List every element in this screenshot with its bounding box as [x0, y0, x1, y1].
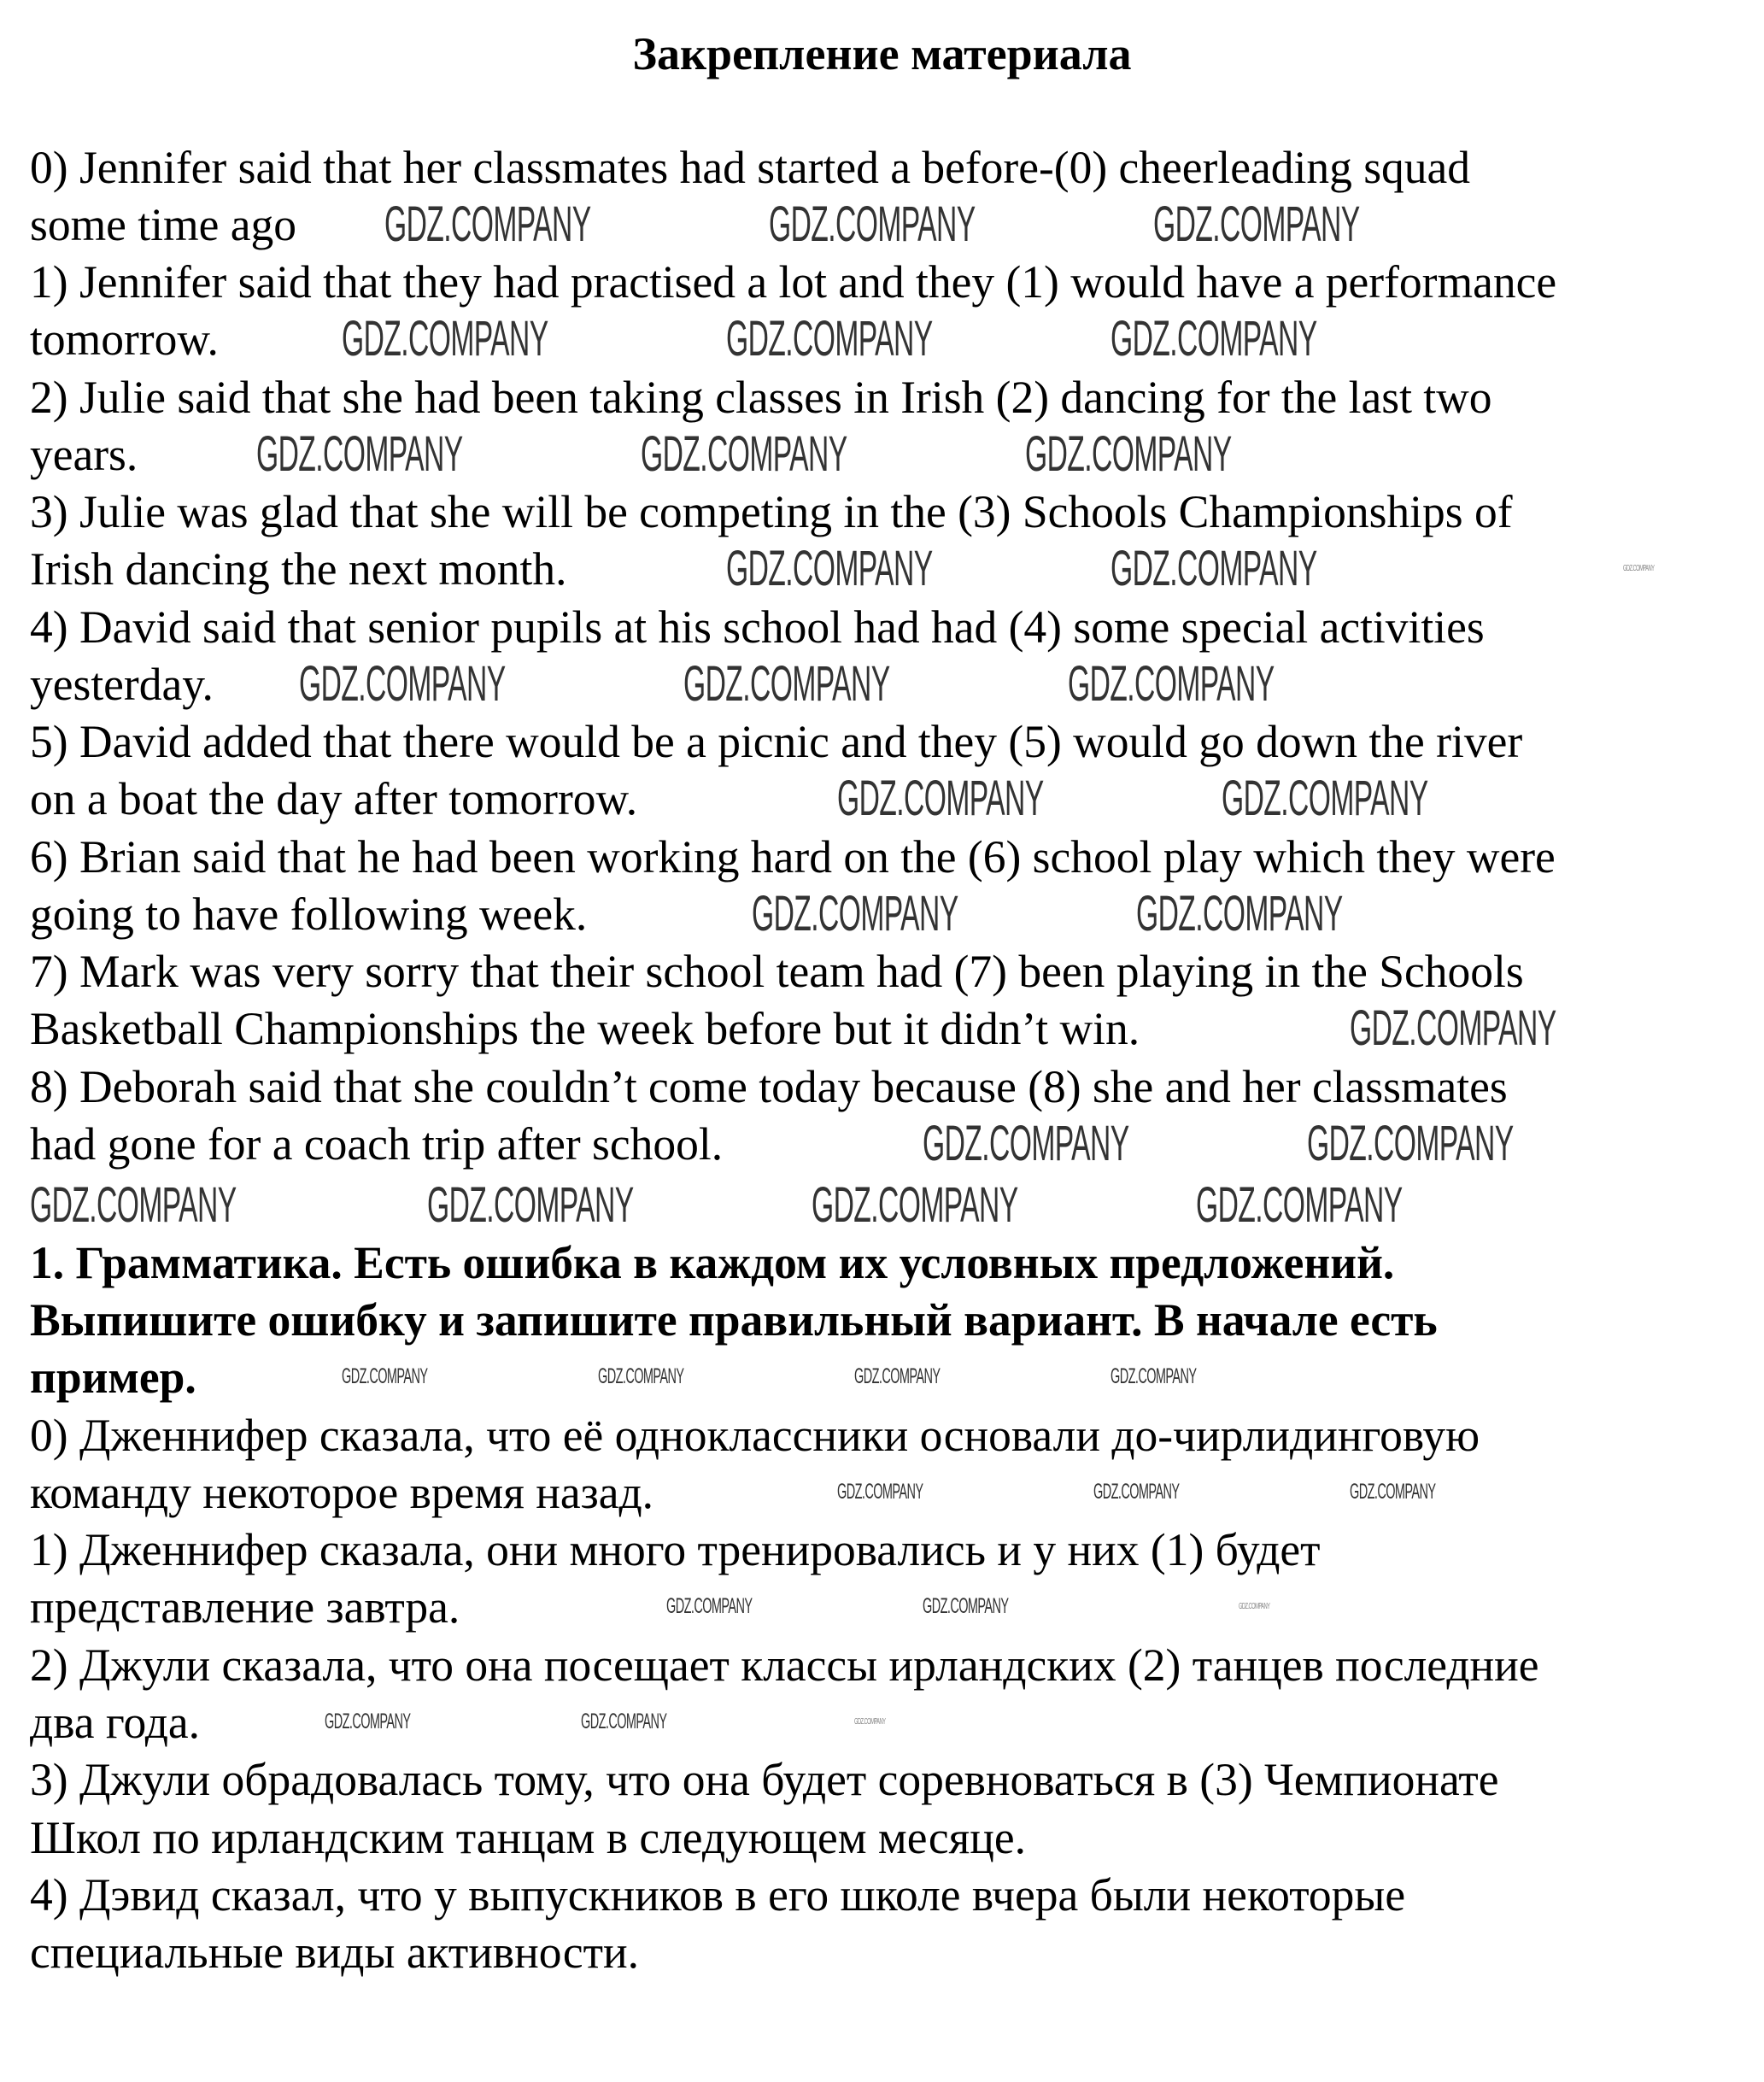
watermark: GDZ.COMPANY	[923, 1116, 1129, 1171]
translation-line: 2) Джули сказала, что она посещает классы ирландских (2) танцев последние	[30, 1639, 1539, 1691]
watermark: GDZ.COMPANY	[1350, 1480, 1436, 1504]
watermark: GDZ.COMPANY	[726, 311, 933, 367]
watermark: GDZ.COMPANY	[1153, 196, 1360, 252]
translation-line: два года.	[30, 1697, 201, 1748]
watermark: GDZ.COMPANY	[854, 1364, 941, 1388]
page-title: Закрепление материала	[632, 28, 1132, 79]
watermark: GDZ.COMPANY	[384, 196, 591, 252]
watermark: GDZ.COMPANY	[1307, 1116, 1514, 1171]
answer-line: 3) Julie was glad that she will be competing in the (3) Schools Championships of	[30, 486, 1513, 537]
translation-line: Школ по ирландским танцам в следующем месяце.	[30, 1812, 1026, 1863]
watermark: GDZ.COMPANY	[342, 311, 548, 367]
watermark: GDZ.COMPANY	[1025, 426, 1232, 482]
answer-line: 0) Jennifer said that her classmates had started a before-(0) cheerleading squad	[30, 142, 1471, 193]
answer-line: 7) Mark was very sorry that their school team had (7) been playing in the Schools	[30, 946, 1524, 997]
watermark: GDZ.COMPANY	[837, 1480, 923, 1504]
watermark: GDZ.COMPANY	[854, 1717, 886, 1727]
answer-line: 4) David said that senior pupils at his school had had (4) some special activities	[30, 601, 1485, 653]
watermark: GDZ.COMPANY	[325, 1710, 411, 1733]
answer-line: 1) Jennifer said that they had practised a lot and they (1) would have a performance	[30, 256, 1557, 308]
watermark: GDZ.COMPANY	[299, 656, 506, 712]
watermark: GDZ.COMPANY	[726, 541, 933, 596]
answer-line: tomorrow.	[30, 314, 219, 365]
answer-line: 8) Deborah said that she couldn’t come today because (8) she and her classmates	[30, 1061, 1508, 1112]
answer-line: on a boat the day after tomorrow.	[30, 773, 638, 824]
answer-line: some time ago	[30, 199, 297, 250]
watermark: GDZ.COMPANY	[30, 1177, 237, 1233]
translation-line: представление завтра.	[30, 1581, 460, 1633]
answer-line: years.	[30, 429, 138, 480]
translation-line: команду некоторое время назад.	[30, 1467, 654, 1518]
watermark: GDZ.COMPANY	[1350, 1000, 1556, 1056]
watermark: GDZ.COMPANY	[752, 886, 958, 941]
watermark: GDZ.COMPANY	[581, 1710, 667, 1733]
answer-line: 6) Brian said that he had been working hard on the (6) school play which they were	[30, 831, 1556, 883]
answer-line: going to have following week.	[30, 889, 588, 940]
watermark: GDZ.COMPANY	[1068, 656, 1275, 712]
answer-line: yesterday.	[30, 659, 214, 710]
watermark: GDZ.COMPANY	[769, 196, 976, 252]
watermark: GDZ.COMPANY	[923, 1594, 1009, 1618]
watermark: GDZ.COMPANY	[342, 1364, 428, 1388]
answer-line: had gone for a coach trip after school.	[30, 1118, 724, 1170]
watermark: GDZ.COMPANY	[1111, 1364, 1197, 1388]
answer-line: 5) David added that there would be a picnic and they (5) would go down the river	[30, 716, 1523, 767]
watermark: GDZ.COMPANY	[1196, 1177, 1403, 1233]
translation-line: 4) Дэвид сказал, что у выпускников в его школе вчера были некоторые	[30, 1869, 1406, 1921]
watermark: GDZ.COMPANY	[427, 1177, 634, 1233]
translation-line: 3) Джули обрадовалась тому, что она будет соревноваться в (3) Чемпионате	[30, 1754, 1499, 1805]
translation-line: 1) Дженнифер сказала, они много тренировались и у них (1) будет	[30, 1524, 1321, 1575]
answer-line: Basketball Championships the week before but it didn’t win.	[30, 1003, 1140, 1054]
watermark: GDZ.COMPANY	[1623, 564, 1655, 573]
watermark: GDZ.COMPANY	[1093, 1480, 1180, 1504]
watermark: GDZ.COMPANY	[1222, 771, 1428, 826]
answer-line: Irish dancing the next month.	[30, 543, 567, 595]
task-heading-line: Выпишите ошибку и запишите правильный вариант. В начале есть	[30, 1294, 1438, 1346]
watermark: GDZ.COMPANY	[837, 771, 1044, 826]
watermark: GDZ.COMPANY	[1136, 886, 1343, 941]
watermark: GDZ.COMPANY	[683, 656, 890, 712]
watermark: GDZ.COMPANY	[1111, 311, 1317, 367]
answer-line: 2) Julie said that she had been taking classes in Irish (2) dancing for the last two	[30, 372, 1492, 423]
watermark: GDZ.COMPANY	[256, 426, 463, 482]
translation-line: 0) Дженнифер сказала, что её одноклассники основали до-чирлидинговую	[30, 1410, 1480, 1461]
task-heading-line: 1. Грамматика. Есть ошибка в каждом их условных предложений.	[30, 1237, 1395, 1288]
watermark: GDZ.COMPANY	[666, 1594, 753, 1618]
task-heading-line: пример.	[30, 1352, 196, 1403]
watermark: GDZ.COMPANY	[598, 1364, 684, 1388]
watermark: GDZ.COMPANY	[1239, 1602, 1270, 1611]
watermark: GDZ.COMPANY	[1111, 541, 1317, 596]
watermark: GDZ.COMPANY	[641, 426, 847, 482]
translation-line: специальные виды активности.	[30, 1927, 639, 1978]
watermark: GDZ.COMPANY	[812, 1177, 1018, 1233]
